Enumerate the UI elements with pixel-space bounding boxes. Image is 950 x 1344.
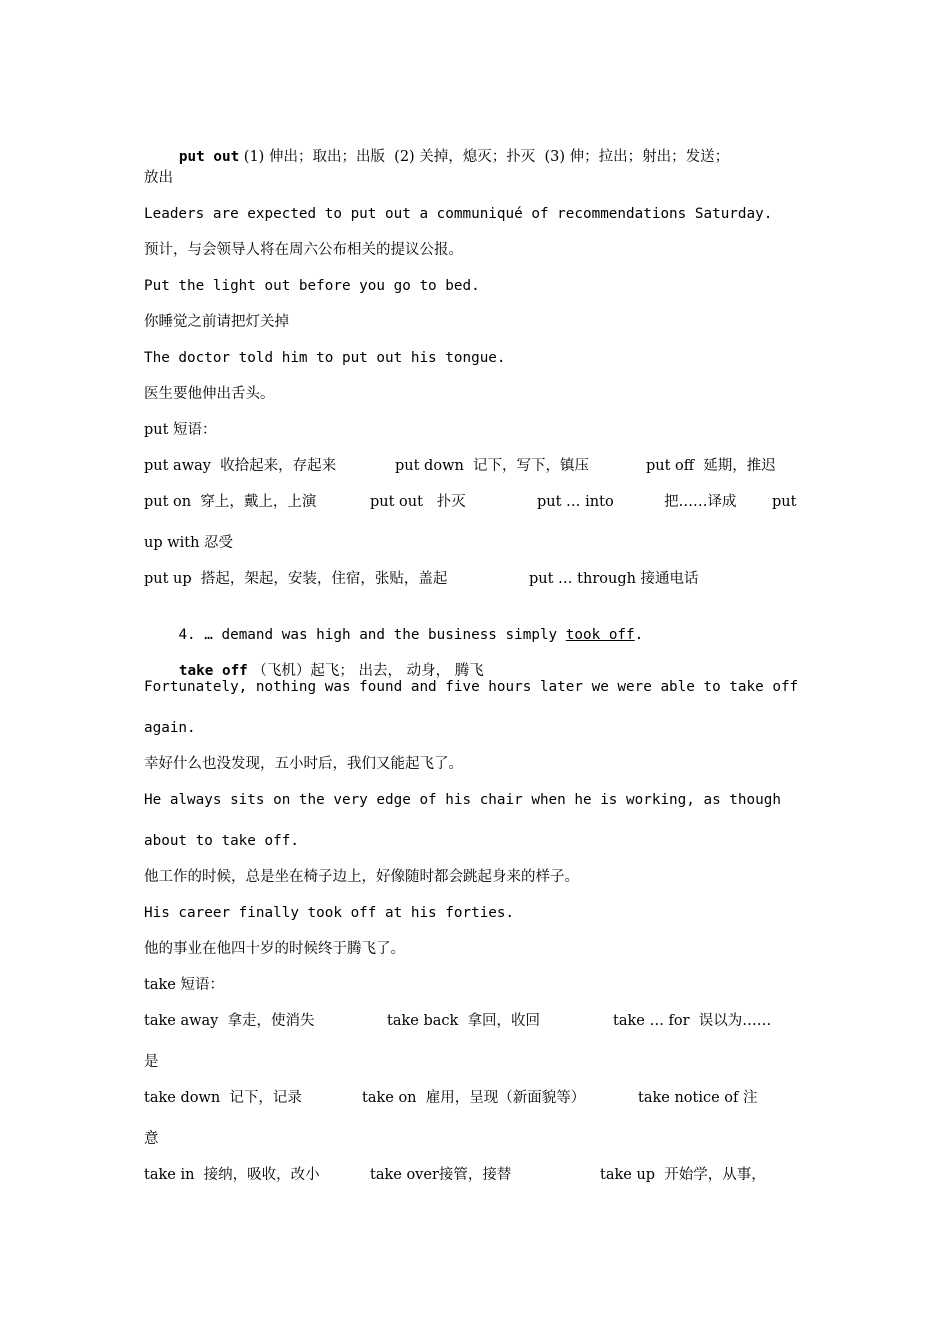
definition-take-off: （飞机）起飞； 出去， 动身， 腾飞 <box>247 663 484 679</box>
phrase-item: 把……译成 <box>664 494 737 510</box>
example-translation-zh: 他工作的时候，总是坐在椅子边上，好像随时都会跳起身来的样子。 <box>144 869 579 885</box>
phrase-item-continued: 是 <box>144 1054 159 1070</box>
example-sentence-en: Leaders are expected to put out a communiqué of recommendations Saturday. <box>144 206 773 222</box>
phrase-item: put away 收拾起来，存起来 <box>144 458 337 474</box>
example-sentence-en: Put the light out before you go to bed. <box>144 278 480 294</box>
phrase-item-continued: 意 <box>144 1131 159 1147</box>
phrase-item: put on 穿上，戴上，上演 <box>144 494 317 510</box>
example-translation-zh: 医生要他伸出舌头。 <box>144 386 275 402</box>
term-take-off: take off <box>178 663 248 679</box>
phrase-item-continued: up with 忍受 <box>144 535 234 551</box>
phrase-list-heading-take: take 短语： <box>144 977 224 993</box>
phrase-item: put … into <box>537 494 614 510</box>
phrase-list-row <box>144 1165 824 1265</box>
phrase-item: put off 延期，推迟 <box>646 458 776 474</box>
example-translation-zh: 他的事业在他四十岁的时候终于腾飞了。 <box>144 941 405 957</box>
phrase-item: take … for 误以为…… <box>613 1013 772 1029</box>
sentence-period: . <box>634 627 644 643</box>
phrase-item: take down 记下，记录 <box>144 1090 302 1106</box>
phrase-item: put out 扑灭 <box>370 494 466 510</box>
example-sentence-en: The doctor told him to put out his tongue. <box>144 350 506 366</box>
term-put-out: put out <box>178 149 240 165</box>
phrase-item: take back 拿回，收回 <box>387 1013 541 1029</box>
example-sentence-en: His career finally took off at his forties. <box>144 905 515 921</box>
underlined-phrase: took off <box>565 627 635 643</box>
phrase-item: put down 记下，写下，镇压 <box>395 458 590 474</box>
phrase-item: take in 接纳，吸收，改小 <box>144 1167 320 1183</box>
example-translation-zh: 你睡觉之前请把灯关掉 <box>144 314 289 330</box>
sentence-text: 4. … demand was high and the business simply <box>178 627 566 643</box>
example-sentence-en: He always sits on the very edge of his chair when he is working, as though <box>144 792 781 808</box>
example-sentence-en-continued: about to take off. <box>144 833 299 849</box>
example-sentence-en: Fortunately, nothing was found and five hours later we were able to take off <box>144 679 799 695</box>
phrase-item: take away 拿走，使消失 <box>144 1013 315 1029</box>
phrase-item: put … through 接通电话 <box>529 571 699 587</box>
definition-put-out: (1) 伸出；取出；出版 (2) 关掉，熄灭；扑灭 (3) 伸；拉出；射出；发送； <box>239 149 730 165</box>
definition-continued: 放出 <box>144 170 173 186</box>
phrase-list-heading-put: put 短语： <box>144 422 217 438</box>
example-translation-zh: 幸好什么也没发现，五小时后，我们又能起飞了。 <box>144 756 463 772</box>
example-translation-zh: 预计，与会领导人将在周六公布相关的提议公报。 <box>144 242 463 258</box>
phrase-item: put <box>772 494 797 510</box>
phrase-item: take over接管，接替 <box>370 1167 512 1183</box>
phrase-item: take notice of 注 <box>638 1090 758 1106</box>
example-sentence-en-continued: again. <box>144 720 196 736</box>
phrase-item: take up 开始学，从事， <box>600 1167 766 1183</box>
phrase-item: put up 搭起，架起，安装，住宿，张贴，盖起 <box>144 571 448 587</box>
phrase-item: take on 雇用，呈现（新面貌等） <box>362 1090 586 1106</box>
